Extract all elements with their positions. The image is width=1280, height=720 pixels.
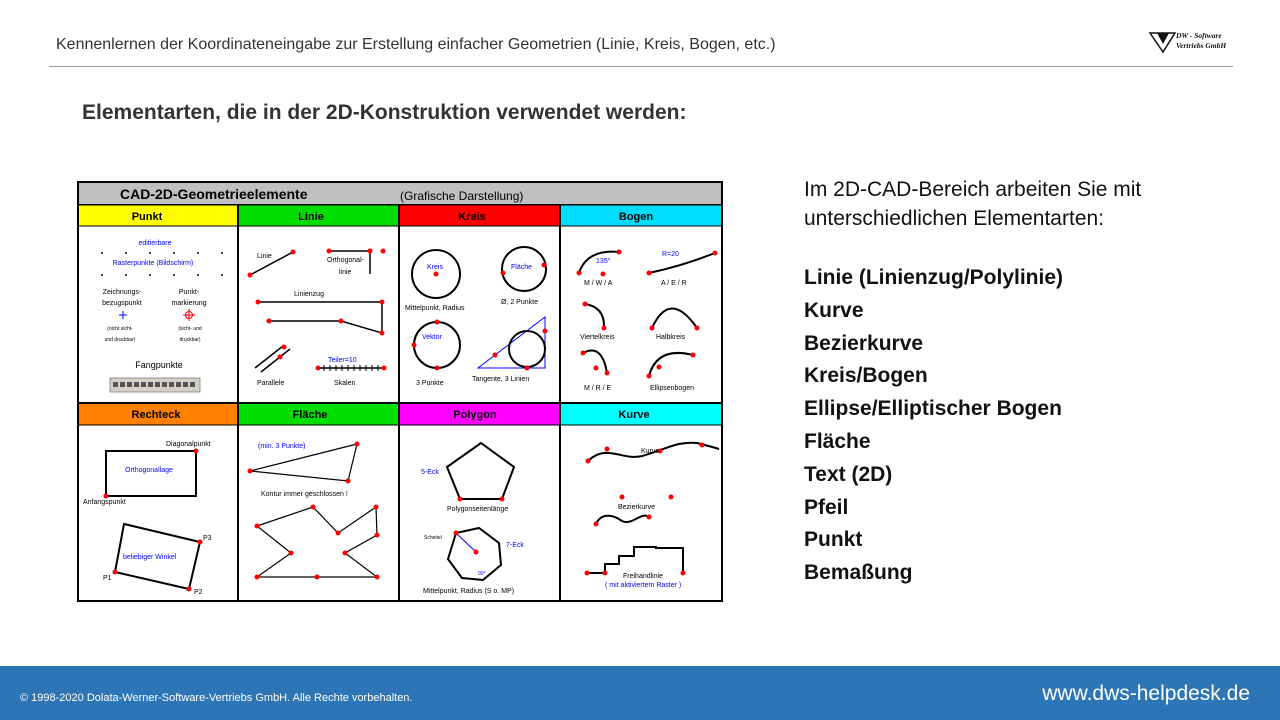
element-type-item: Punkt	[804, 528, 863, 552]
kreis-cell	[405, 247, 548, 387]
bogen-viertelkreis: Viertelkreis	[580, 334, 615, 341]
bogen-aer: A / E / R	[661, 280, 687, 287]
punkt-editierbare: editierbare	[138, 240, 172, 247]
header-linie-label: Linie	[298, 211, 324, 223]
kurve-cell	[585, 443, 720, 590]
header-rechteck-label: Rechteck	[131, 409, 181, 421]
element-type-list	[804, 262, 1063, 590]
punkt-fangpunkte: Fangpunkte	[135, 360, 183, 370]
linie-ortho1: Orthogonal-	[327, 257, 364, 264]
kreis-kreis-label: Kreis	[427, 264, 443, 271]
diagram-subtitle: (Grafische Darstellung)	[400, 189, 524, 203]
kurve-kurve: Kurve	[641, 448, 660, 455]
bogen-cell	[577, 250, 718, 393]
punkt-nicht2: und druckbar)	[104, 337, 136, 343]
kreis-drei-punkte: 3 Punkte	[416, 380, 444, 387]
website-link[interactable]: www.dws-helpdesk.de	[1042, 682, 1250, 705]
rechteck-anfangspunkt: Anfangspunkt	[83, 499, 126, 506]
header-kurve-label: Kurve	[618, 409, 650, 421]
polygon-fuenfeck: 5-Eck	[421, 469, 439, 476]
element-type-item: Linie (Linienzug/Polylinie)	[804, 266, 1064, 289]
section-title: Elementarten, die in der 2D-Konstruktion verwendet werden:	[82, 101, 687, 124]
linie-ortho2: linie	[339, 269, 352, 276]
flaeche-min3: (min. 3 Punkte)	[258, 443, 306, 450]
kreis-flaeche-label: Fläche	[511, 264, 533, 271]
linie-linienzug: Linienzug	[294, 291, 324, 298]
bogen-mwa: M / W / A	[584, 280, 613, 287]
polygon-seitenlaenge: Polygonseitenlänge	[447, 506, 509, 513]
element-type-item: Text (2D)	[804, 462, 893, 486]
header-kreis-label: Kreis	[458, 211, 486, 223]
rechteck-orthogonallage: Orthogonallage	[125, 467, 173, 474]
bogen-angle: 135°	[596, 258, 611, 265]
polygon-mittelpunkt: Mittelpunkt, Radius (S o. MP)	[423, 588, 515, 595]
intro-text	[804, 175, 1141, 233]
header-punkt-label: Punkt	[131, 211, 163, 223]
kurve-freihand: Freihandlinie	[623, 573, 664, 580]
header-polygon-label: Polygon	[453, 409, 497, 421]
punkt-rasterpunkte: Rasterpunkte (Bildschirm)	[112, 260, 194, 267]
punkt-zeichnungs2: bezugspunkt	[102, 300, 142, 307]
linie-label: Linie	[257, 253, 272, 260]
punkt-sicht1: (sicht- und	[178, 326, 202, 332]
header-bogen-label: Bogen	[618, 211, 654, 223]
footer-bar	[0, 666, 1280, 720]
cad-geometry-diagram	[77, 181, 723, 602]
bogen-mre: M / R / E	[584, 385, 612, 392]
linie-teiler: Teiler=10	[328, 357, 357, 364]
rechteck-p3: P3	[203, 535, 212, 542]
kreis-vektor: Vektor	[422, 334, 442, 341]
punkt-nicht1: (nicht sicht-	[107, 326, 133, 332]
punkt-zeichnungs1: Zeichnungs-	[102, 289, 142, 296]
rechteck-p1: P1	[103, 575, 112, 582]
page-header-title: Kennenlernen der Koordinateneingabe zur Erstellung einfacher Geometrien (Linie, Kreis, Bogen, etc.)	[56, 36, 776, 53]
diagram-title: CAD-2D-Geometrieelemente	[120, 186, 308, 202]
kurve-bezierkurve: Bezierkurve	[618, 504, 655, 511]
element-type-item: Kreis/Bogen	[804, 364, 928, 388]
point-marker-icon	[183, 309, 195, 321]
bogen-halbkreis: Halbkreis	[656, 334, 686, 341]
rechteck-cell	[83, 441, 212, 596]
rechteck-p2: P2	[194, 589, 203, 596]
polygon-scheitel: Scheitel	[424, 535, 442, 541]
punkt-cell	[101, 240, 223, 392]
kurve-raster: ( mit aktiviertem Raster )	[605, 582, 682, 589]
element-type-item: Pfeil	[804, 495, 849, 519]
company-logo	[1148, 30, 1234, 56]
linie-cell	[248, 249, 387, 388]
kreis-zwei-punkte: Ø, 2 Punkte	[501, 299, 538, 306]
header-divider	[49, 66, 1233, 67]
punkt-markierung2: markierung	[171, 300, 207, 307]
rechteck-diagonalpunkt: Diagonalpunkt	[166, 441, 211, 448]
logo-line2: Vertriebs GmbH	[1176, 41, 1227, 50]
intro-line-1: Im 2D-CAD-Bereich arbeiten Sie mit	[804, 178, 1142, 201]
header-flaeche-label: Fläche	[292, 409, 328, 421]
polygon-siebeneck: 7-Eck	[506, 542, 524, 549]
flaeche-cell	[248, 442, 380, 580]
element-type-item: Kurve	[804, 298, 864, 322]
element-type-item: Ellipse/Elliptischer Bogen	[804, 397, 1062, 421]
logo-line1: DW - Software	[1176, 31, 1222, 40]
intro-line-2: unterschiedlichen Elementarten:	[804, 207, 1105, 230]
linie-skalen: Skalen	[334, 380, 356, 387]
polygon-deg: 90°	[478, 571, 486, 577]
kreis-mittelpunkt: Mittelpunkt, Radius	[405, 305, 465, 312]
rechteck-winkel: beliebiger Winkel	[123, 554, 177, 561]
copyright-notice: © 1998-2020 Dolata-Werner-Software-Vertriebs GmbH. Alle Rechte vorbehalten.	[20, 692, 413, 704]
punkt-markierung1: Punkt-	[178, 289, 200, 296]
bogen-radius: R=20	[662, 251, 679, 258]
kreis-tangente: Tangente, 3 Linien	[472, 376, 530, 383]
reference-point-cross-icon	[119, 311, 127, 319]
flaeche-kontur: Kontur immer geschlossen !	[261, 491, 348, 498]
element-type-item: Bemaßung	[804, 561, 913, 585]
element-type-item: Bezierkurve	[804, 331, 924, 355]
linie-parallele: Parallele	[257, 380, 285, 387]
punkt-sicht2: druckbar)	[179, 337, 201, 343]
logo-mark-icon	[1148, 30, 1178, 56]
element-type-item: Fläche	[804, 429, 871, 453]
bogen-ellipsenbogen: Ellipsenbogen	[650, 385, 694, 392]
polygon-cell	[421, 443, 524, 595]
